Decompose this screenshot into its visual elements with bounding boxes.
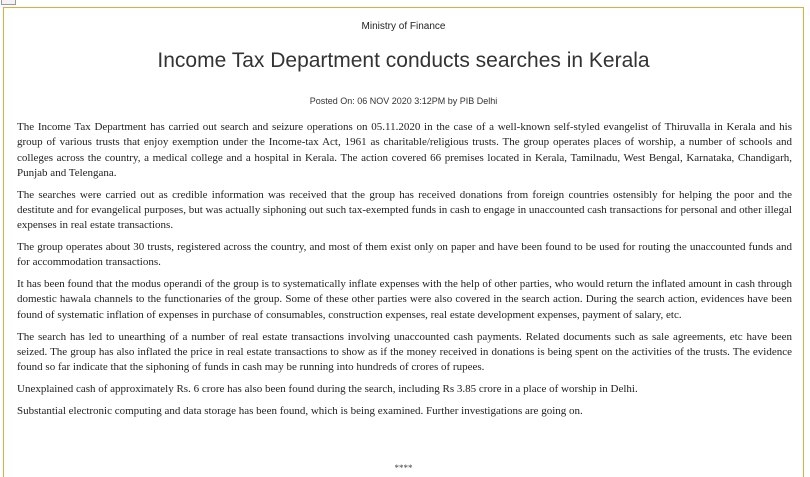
article-body — [17, 120, 792, 426]
paragraph-7: Substantial electronic computing and data storage has been found, which is being examined. Further investigations are going on. — [17, 404, 583, 417]
paragraph-4: It has been found that the modus operandi of the group is to systematically inflate expenses with the help of other parties, who would return the inflated amount in cash through domestic hawala channels to the functionaries of the group. Some of these other parties were also covered in the search action. During the search action, evidences have been found of systematic inflation of expenses in purchase of consumables, construction expenses, real estate development expenses, payment of salary, etc. — [17, 278, 792, 321]
paragraph-5: The search has led to unearthing of a number of real estate transactions involving unaccounted cash payments. Related documents such as sale agreements, etc have been seized. The group has also inflated the price in real estate transactions to show as if the money received in donations is being spent on the activities of the trusts. The evidence found so far indicate that the siphoning of funds in cash may be running into hundreds of crores of rupees. — [17, 330, 792, 374]
paragraph-1: The Income Tax Department has carried out search and seizure operations on 05.11.2020 in the case of a well-known self-styled evangelist of Thiruvalla in Kerala and his group of various trusts that enjoy exemption under the Income-tax Act, 1961 as charitable/religious trusts. The group operates places of worship, a number of schools and colleges across the country, a medical college and a hospital in Kerala. The action covered 66 premises located in Kerala, Tamilnadu, West Bengal, Karnataka, Chandigarh, Punjab and Telengana. — [17, 121, 792, 179]
paragraph-6: Unexplained cash of approximately Rs. 6 crore has also been found during the search, including Rs 3.85 crore in a place of worship in Delhi. — [17, 382, 638, 395]
paragraph-2: The searches were carried out as credible information was received that the group has received donations from foreign countries ostensibly for helping the poor and the destitute and for evangelical purposes, but was actually siphoning out such tax-exempted funds in cash to engage in unaccounted cash transactions for personal and other illegal expenses in real estate transactions. — [17, 188, 792, 232]
ministry-label: Ministry of Finance — [361, 21, 446, 32]
tab-corner-icon — [1, 0, 16, 5]
page-title: Income Tax Department conducts searches in Kerala — [157, 49, 650, 72]
top-bar — [0, 0, 810, 6]
paragraph-3: The group operates about 30 trusts, registered across the country, and most of them exist only on paper and have been found to be used for routing the unaccounted funds and for accommodation transactions. — [17, 241, 792, 269]
press-release-frame — [3, 7, 804, 477]
end-stars: **** — [394, 463, 413, 473]
posted-on-line: Posted On: 06 NOV 2020 3:12PM by PIB Delhi — [309, 96, 498, 106]
